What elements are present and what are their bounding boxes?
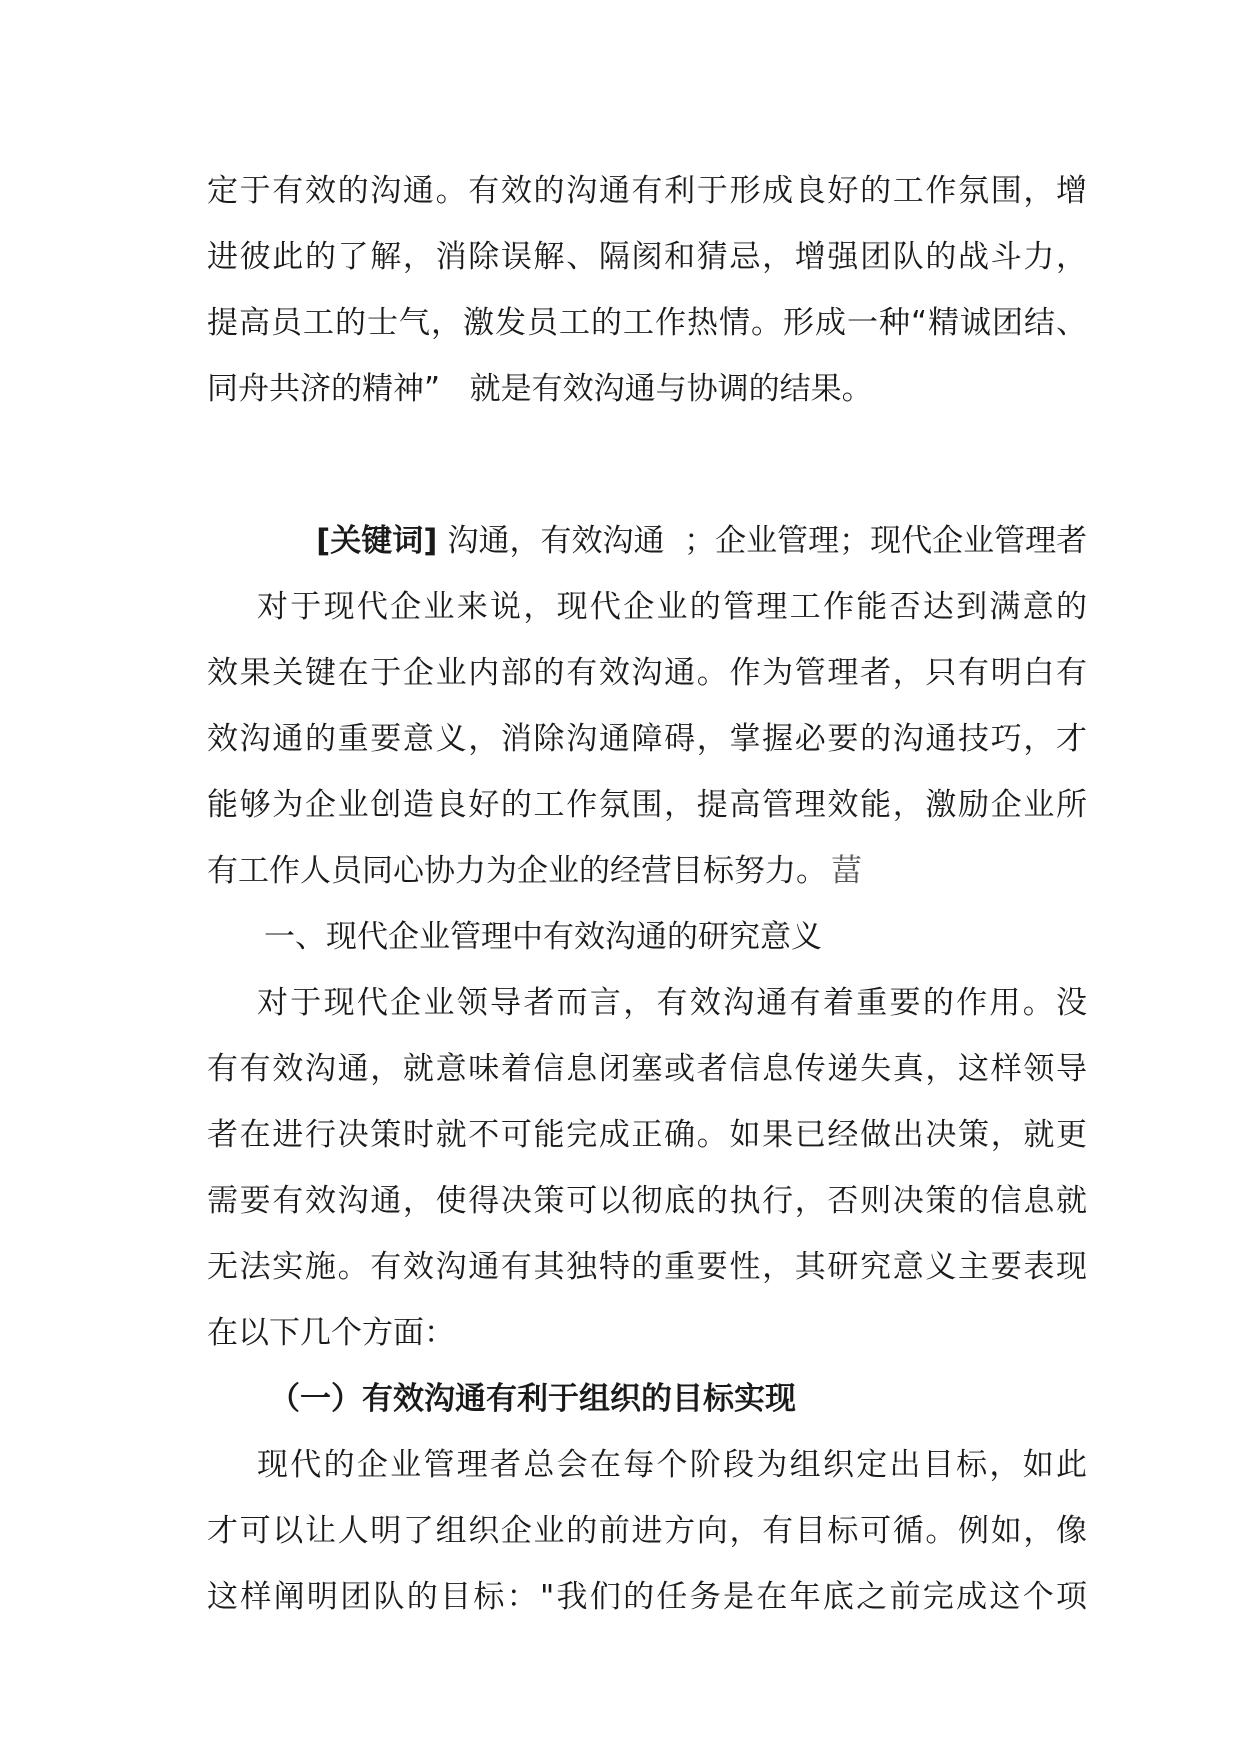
- paragraph-research-significance: [207, 970, 1087, 1366]
- section-heading: 一、现代企业管理中有效沟通的研究意义: [264, 919, 822, 955]
- text-line: 对于现代企业来说，现代企业的管理工作能否达到满意的: [257, 589, 1087, 625]
- keywords-line: [207, 442, 1088, 559]
- text-line: 定于有效的沟通。有效的沟通有利于形成良好的工作氛围，增: [207, 173, 1087, 209]
- paragraph-overview: [207, 574, 1087, 904]
- text-line: 无法实施。有效沟通有其独特的重要性，其研究意义主要表现: [207, 1249, 1087, 1285]
- keywords-text: 沟通，有效沟通 ；企业管理；现代企业管理者: [447, 523, 1088, 559]
- text-line: 这样阐明团队的目标："我们的任务是在年底之前完成这个项: [207, 1579, 1087, 1615]
- text-line: [207, 838, 1087, 904]
- subsection-heading: （一）有效沟通有利于组织的目标实现: [269, 1381, 796, 1417]
- paragraph-intro-continuation: [207, 158, 1087, 422]
- text-line: 有有效沟通，就意味着信息闭塞或者信息传递失真，这样领导: [207, 1051, 1087, 1087]
- text-line: [207, 356, 1087, 422]
- keywords-label: [关键词]: [316, 523, 438, 559]
- text-line: 对于现代企业领导者而言，有效沟通有着重要的作用。没: [257, 985, 1087, 1021]
- paragraph-goal-realization: [207, 1432, 1087, 1630]
- text-line-content: 同舟共济的精神” 就是有效沟通与协调的结果。: [207, 371, 873, 407]
- text-line-content: 有工作人员同心协力为企业的经营目标努力。: [207, 853, 827, 889]
- text-line: 效沟通的重要意义，消除沟通障碍，掌握必要的沟通技巧，才: [207, 721, 1087, 757]
- text-line: 进彼此的了解，消除误解、隔阂和猜忌，增强团队的战斗力，: [207, 239, 1087, 275]
- text-line: 提高员工的士气，激发员工的工作热情。形成一种“精诚团结、: [207, 305, 1087, 341]
- text-line: 效果关键在于企业内部的有效沟通。作为管理者，只有明白有: [207, 655, 1087, 691]
- text-line: 能够为企业创造良好的工作氛围，提高管理效能，激励企业所: [207, 787, 1087, 823]
- text-line: 才可以让人明了组织企业的前进方向，有目标可循。例如，像: [207, 1513, 1087, 1549]
- text-line: 在以下几个方面：: [207, 1315, 455, 1351]
- text-line: 现代的企业管理者总会在每个阶段为组织定出目标，如此: [257, 1447, 1087, 1483]
- document-body: [207, 158, 1087, 1630]
- text-line: 需要有效沟通，使得决策可以彻底的执行，否则决策的信息就: [207, 1183, 1087, 1219]
- stray-glyph: 葍: [831, 853, 862, 889]
- text-line: 者在进行决策时就不可能完成正确。如果已经做出决策，就更: [207, 1117, 1087, 1153]
